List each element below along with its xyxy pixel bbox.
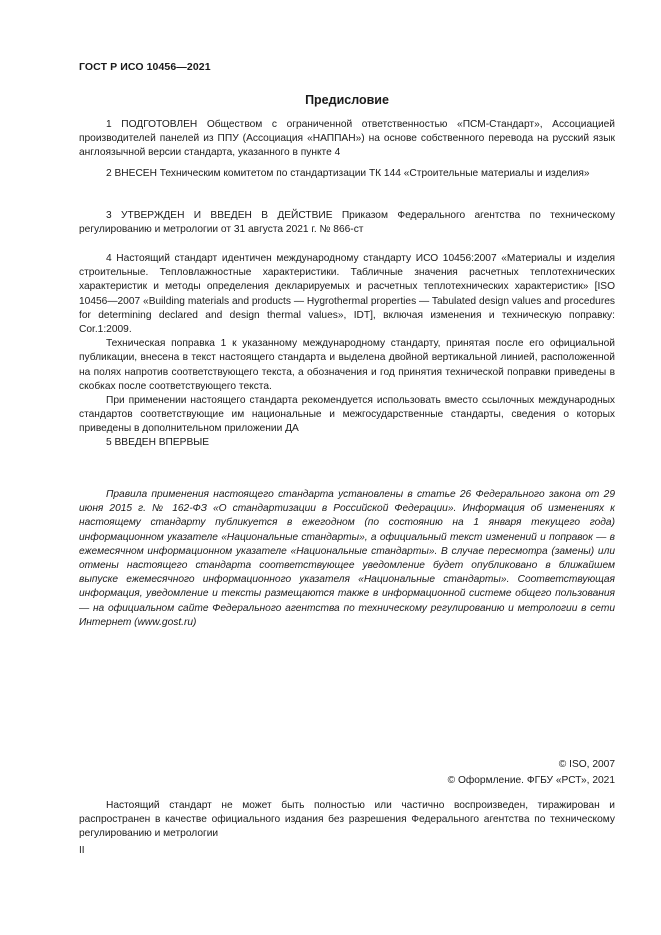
item-4-application-text: При применении настоящего стандарта рекомендуется использовать вместо ссылочных международных стандартов соответствующие им национальные и межгосударственные стандарты, сведения о которых приведены в дополнительном приложении ДА: [79, 395, 615, 435]
item-4-text: 4 Настоящий стандарт идентичен международному стандарту ИСО 10456:2007 «Материалы и изделия строительные. Тепловлажностные характеристики. Табличные значения расчетных теплотехнических характеристик и методы определения декларируемых и расчетных теплотехнических характеристик» [ISO 10456—2007 «Building materials and products — Hygrothermal properties — Tabulated design values and procedures for determining declared and design thermal values», IDT], включая изменения и техническую поправку: Cor.1:2009.: [79, 253, 615, 336]
item-2-introduced: [79, 167, 615, 181]
copyright-block: [448, 757, 615, 788]
rules-notice-block: [79, 488, 615, 630]
item-4-correction-text: Техническая поправка 1 к указанному международному стандарту, принятая после его официальной публикации, внесена в текст настоящего стандарта и выделена двойной вертикальной линией, расположенной на полях напротив соответствующего текста, а обозначения и год принятия технической поправки приведены в скобках после соответствующего текста.: [79, 338, 615, 392]
iso-copyright: © ISO, 2007: [558, 759, 615, 770]
rules-notice-text: Правила применения настоящего стандарта установлены в статье 26 Федерального закона от 29 июня 2015 г. № 162-ФЗ «О стандартизации в Российской Федерации». Информация об изменениях к настоящему стандарту публикуется в ежегодном (по состоянию на 1 января текущего года) информационном указателе «Национальные стандарты», а официальный текст изменений и поправок — в ежемесячном информационном указателе «Национальные стандарты». В случае пересмотра (замены) или отмены настоящего стандарта соответствующее уведомление будет опубликовано в ближайшем выпуске ежемесячного информационного указателя «Национальные стандарты». Соответствующая информация, уведомление и тексты размещаются также в информационной системе общего пользования — на официальном сайте Федерального агентства по техническому регулированию и метрологии в сети Интернет (www.gost.ru): [79, 489, 615, 628]
page-title: Предисловие: [305, 93, 389, 107]
item-1-text: 1 ПОДГОТОВЛЕН Обществом с ограниченной ответственностью «ПСМ-Стандарт», Ассоциацией производителей панелей из ППУ (Ассоциация «НАППАН») на основе собственного перевода на русский язык англоязычной версии стандарта, указанного в пункте 4: [79, 119, 615, 159]
reproduction-notice-text: Настоящий стандарт не может быть полностью или частично воспроизведен, тиражирован и распространен в качестве официального издания без разрешения Федерального агентства по техническому регулированию и метрологии: [79, 800, 615, 840]
item-1-prepared: [79, 118, 615, 161]
item-5-first-introduced: [79, 436, 615, 450]
item-4-identity: [79, 252, 615, 437]
design-copyright: © Оформление. ФГБУ «РСТ», 2021: [447, 774, 615, 786]
item-2-text: 2 ВНЕСЕН Техническим комитетом по стандартизации ТК 144 «Строительные материалы и изделия»: [106, 168, 590, 179]
reproduction-notice-block: [79, 799, 615, 842]
item-5-text: 5 ВВЕДЕН ВПЕРВЫЕ: [106, 437, 210, 448]
item-3-text: 3 УТВЕРЖДЕН И ВВЕДЕН В ДЕЙСТВИЕ Приказом Федерального агентства по техническому регулированию и метрологии от 31 августа 2021 г. № 866-ст: [79, 210, 615, 236]
page-number: II: [79, 845, 85, 856]
document-page: [79, 0, 615, 935]
item-3-approved: [79, 209, 615, 237]
standard-number-header: ГОСТ Р ИСО 10456—2021: [79, 61, 211, 73]
